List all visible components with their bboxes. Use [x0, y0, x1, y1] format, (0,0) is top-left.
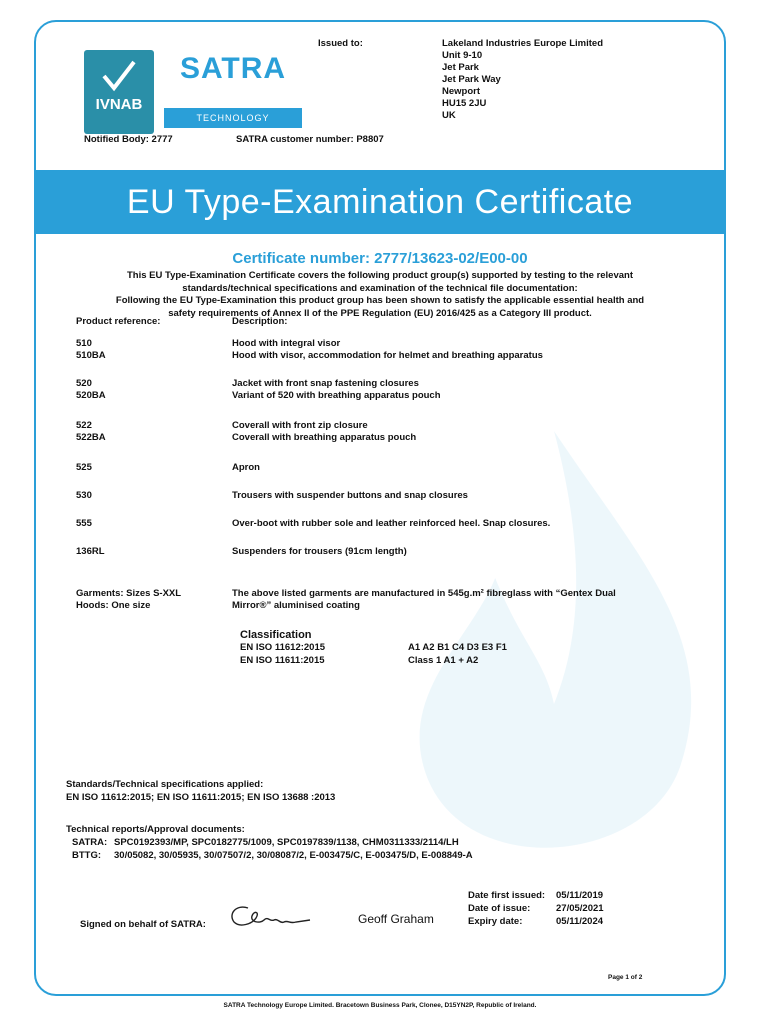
- address-line: Lakeland Industries Europe Limited: [442, 38, 604, 49]
- classification-value: A1 A2 B1 C4 D3 E3 F1: [408, 642, 507, 653]
- satra-logo-text: SATRA: [179, 52, 287, 85]
- address-line: Jet Park Way: [442, 74, 501, 85]
- satra-logo: [160, 52, 306, 132]
- certificate-frame: [34, 20, 726, 1009]
- intro-line: standards/technical specifications and examination of the technical file documentation:: [182, 282, 578, 294]
- intro-line: Following the EU Type-Examination this product group has been shown to satisfy the applicable essential health and: [115, 295, 645, 306]
- product-desc: [232, 378, 692, 402]
- product-desc: Apron: [232, 462, 260, 473]
- product-desc: Trousers with suspender buttons and snap closures: [232, 490, 468, 501]
- hood-sizes: Hoods: One size: [76, 600, 151, 611]
- issued-to-address: [442, 38, 603, 122]
- address-line: HU15 2JU: [442, 98, 487, 109]
- product-desc-item: Jacket with front snap fastening closures: [232, 378, 419, 389]
- signature-icon: [226, 902, 326, 932]
- product-ref: 530: [76, 490, 92, 501]
- expiry-date-label: Expiry date:: [468, 916, 523, 927]
- expiry-date-value: 05/11/2024: [556, 916, 604, 927]
- bttg-reports-label: BTTG:: [72, 850, 102, 861]
- date-first-issued-value: 05/11/2019: [556, 890, 604, 901]
- product-desc-item: Coverall with breathing apparatus pouch: [232, 432, 417, 443]
- intro-line: safety requirements of Annex II of the PPE Regulation (EU) 2016/425 as a Category III product.: [168, 307, 592, 319]
- date-of-issue-value: 27/05/2021: [556, 903, 604, 914]
- footer-address: SATRA Technology Europe Limited. Bracetown Business Park, Clonee, D15YN2P, Republic of Ireland.: [223, 1002, 537, 1009]
- classification-standard: EN ISO 11612:2015: [240, 642, 326, 653]
- ivnab-logo-text: IVNAB: [95, 96, 143, 113]
- date-of-issue-label: Date of issue:: [468, 903, 531, 914]
- product-ref-item: 522BA: [76, 432, 106, 443]
- satra-reports-value: SPC0192393/MP, SPC0182775/1009, SPC0197839/1138, CHM0311333/2114/LH: [114, 837, 459, 848]
- product-desc-item: Hood with visor, accommodation for helmet and breathing apparatus: [232, 350, 543, 361]
- issued-to-label: Issued to:: [318, 38, 363, 49]
- sizes: [76, 588, 226, 612]
- notified-body: Notified Body: 2777: [84, 134, 173, 145]
- address-line: Jet Park: [442, 62, 479, 73]
- product-ref-header: Product reference:: [76, 316, 161, 327]
- classification-value: Class 1 A1 + A2: [408, 655, 479, 666]
- product-ref: [76, 378, 226, 402]
- product-ref: [76, 338, 226, 362]
- product-desc-item: Variant of 520 with breathing apparatus pouch: [232, 390, 441, 401]
- product-ref-item: 510BA: [76, 350, 106, 361]
- reports-heading: Technical reports/Approval documents:: [66, 824, 245, 835]
- address-line: Newport: [442, 86, 480, 97]
- product-desc: Suspenders for trousers (91cm length): [232, 546, 407, 557]
- product-ref-item: 510: [76, 338, 92, 349]
- signed-label: Signed on behalf of SATRA:: [80, 919, 206, 930]
- standards-heading: Standards/Technical specifications applied:: [66, 779, 264, 790]
- address-line: Unit 9-10: [442, 50, 483, 61]
- material-line: The above listed garments are manufactured in 545g.m² fibreglass with “Gentex Dual: [232, 588, 616, 599]
- product-desc-item: Hood with integral visor: [232, 338, 341, 349]
- ivnab-check-icon: [100, 58, 138, 94]
- product-ref: 555: [76, 518, 92, 529]
- material-description: [232, 588, 692, 612]
- product-ref: 136RL: [76, 546, 105, 557]
- satra-logo-subtext: TECHNOLOGY: [164, 108, 302, 128]
- certificate-number: Certificate number: 2777/13623-02/E00-00: [232, 250, 528, 267]
- product-desc: [232, 420, 692, 444]
- product-ref: [76, 420, 226, 444]
- satra-reports-label: SATRA:: [72, 837, 108, 848]
- product-desc-item: Coverall with front zip closure: [232, 420, 368, 431]
- customer-number: SATRA customer number: P8807: [236, 134, 384, 145]
- ivnab-logo: [84, 50, 154, 134]
- product-ref-item: 520BA: [76, 390, 106, 401]
- classification-heading: Classification: [240, 629, 312, 641]
- product-desc: [232, 338, 692, 362]
- intro-text: [76, 270, 684, 320]
- address-line: UK: [442, 110, 456, 121]
- date-first-issued-label: Date first issued:: [468, 890, 546, 901]
- description-header: Description:: [232, 316, 288, 327]
- product-ref-item: 520: [76, 378, 92, 389]
- product-ref-item: 522: [76, 420, 92, 431]
- intro-line: This EU Type-Examination Certificate covers the following product group(s) supported by testing to the relevant: [126, 270, 634, 281]
- signatory-name: Geoff Graham: [358, 912, 434, 926]
- material-line: Mirror®” aluminised coating: [232, 600, 360, 611]
- product-desc: Over-boot with rubber sole and leather reinforced heel. Snap closures.: [232, 518, 551, 529]
- standards-line: EN ISO 11612:2015; EN ISO 11611:2015; EN ISO 13688 :2013: [66, 792, 336, 803]
- classification-standard: EN ISO 11611:2015: [240, 655, 325, 666]
- bttg-reports-value: 30/05082, 30/05935, 30/07507/2, 30/08087/2, E-003475/C, E-003475/D, E-008849-A: [114, 850, 473, 861]
- product-ref: 525: [76, 462, 92, 473]
- garment-sizes: Garments: Sizes S-XXL: [76, 588, 182, 599]
- page-number: Page 1 of 2: [608, 974, 643, 981]
- certificate-title: EU Type-Examination Certificate: [36, 170, 724, 234]
